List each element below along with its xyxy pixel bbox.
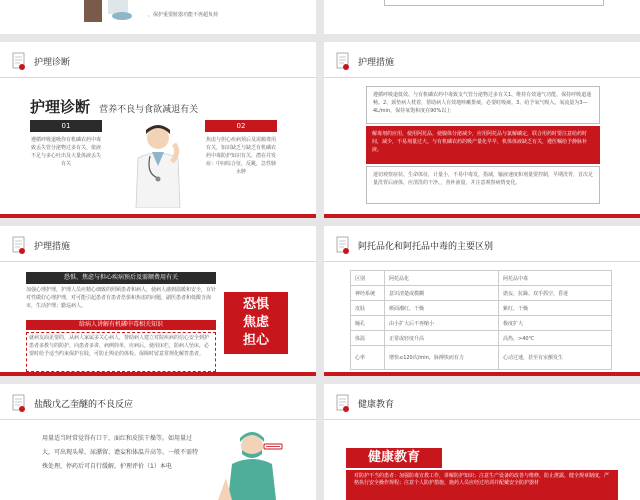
section-text-2 bbox=[26, 332, 216, 372]
table-row bbox=[351, 331, 612, 346]
table-cell: 皮肤 bbox=[351, 301, 385, 316]
slide-top-right bbox=[324, 0, 640, 34]
table-cell: 由小扩大后不再缩小 bbox=[385, 316, 499, 331]
slide-side-effects bbox=[0, 384, 316, 500]
measure-box-1: 遵循呼吸道低效、与有机磷农药中毒致支气管分泌物过多有关1、维持有效通气功能，保持呼吸道通畅。2、颈垫病人枕着，帮助病人有效地咳嗽排痰，必要时吸痰。3、给予氧气吸入，氧流量为3—4L/min，保持氧饱和度在90%以上 bbox=[366, 86, 600, 124]
slide-health-education bbox=[324, 384, 640, 500]
table-cell: 紫红、干燥 bbox=[499, 301, 612, 316]
document-icon bbox=[336, 236, 350, 256]
slide-nursing-diagnosis bbox=[0, 42, 316, 218]
slide-title: 阿托品化和阿托品中毒的主要区别 bbox=[358, 242, 494, 252]
slide-title: 护理措施 bbox=[358, 58, 395, 68]
nurse-figure bbox=[218, 424, 286, 500]
table-header-cell: 阿托品中毒 bbox=[499, 271, 612, 286]
section-text-1: 加强心理护理，护理人员应精心细致的照顾患者和病人，使病人感到温暖和安全，有针对性做好心理护理，对可能引起患者有患者恐惧和焦虑的问题，副医患者和低酸含海市，生活护理；勤巡病人。 bbox=[26, 287, 216, 309]
slide-title: 盐酸戊乙奎醚的不良反应 bbox=[34, 400, 134, 410]
table-header-cell: 阿托品化 bbox=[385, 271, 499, 286]
headline: 护理诊断 bbox=[30, 98, 91, 116]
side-label-line-3: 担心 bbox=[242, 333, 269, 348]
table-cell: 高热，>40℃ bbox=[499, 331, 612, 346]
table-cell: 颜面潮红、干燥 bbox=[385, 301, 499, 316]
slide-atropine-comparison bbox=[324, 226, 640, 376]
slide-title: 护理诊断 bbox=[34, 58, 71, 68]
health-education-banner: 健康教育 bbox=[346, 448, 442, 468]
badge-01: 01 bbox=[30, 120, 102, 132]
side-effects-text: 用量适当时常觉得有口干、面红和皮肤干燥等。如用量过大，可出现头晕、尿潴留、谵妄和体温升高等。一般不需特殊处理，停药后可自行缓解。护理评价（1）本电 bbox=[42, 435, 199, 470]
top-left-caption: ，保护重要脏器功能不再超负荷 bbox=[148, 12, 219, 18]
table-cell: 神经系统 bbox=[351, 286, 385, 301]
table-cell: 心率 bbox=[351, 346, 385, 370]
top-right-box bbox=[384, 0, 604, 6]
document-icon bbox=[336, 394, 350, 414]
doctor-legs-figure bbox=[78, 0, 148, 34]
table-cell: 意识清楚或模糊 bbox=[385, 286, 499, 301]
document-icon bbox=[12, 52, 26, 72]
health-education-content bbox=[346, 470, 618, 500]
table-cell: 心动过速，甚至有室颤发生 bbox=[499, 346, 612, 370]
table-cell: 谵妄、抗躁、双手抓空、昏迷 bbox=[499, 286, 612, 301]
measure-box-2: 解毒剂的应用，使用阿托品，使腺体分泌减少，应用阿托品与氯解磷定，联合用药时要注意给药时间，减少，不易剂量过大。与有机磷农药的吸产量化早早，机体体液缺乏有关，遵医嘱给予静脉补液。 bbox=[366, 126, 600, 164]
side-label-line-2: 焦虑 bbox=[242, 315, 269, 330]
document-icon bbox=[336, 52, 350, 72]
slide-nursing-measures-1 bbox=[324, 42, 640, 218]
subheadline: 营养不良与食欲减退有关 bbox=[99, 105, 199, 115]
table-cell: 体温 bbox=[351, 331, 385, 346]
diagnosis-text-1: 遵循呼吸道吸你有机磷农药中毒致丢失管分泌物过多有关，依液不足与多心吐出及大量体液丢失有关 bbox=[30, 137, 101, 167]
badge-02: 02 bbox=[205, 120, 277, 132]
table-cell: 增快≤120次/min，脉搏快而有力 bbox=[385, 346, 499, 370]
main-heading bbox=[30, 96, 198, 117]
comparison-table bbox=[350, 270, 612, 370]
table-row bbox=[351, 301, 612, 316]
measure-box-3: 迷切观察症状、生命体征，计量小，不易中毒发，指减，输液速度和剂量要控制，早期洗胃，首次足量洗胃后液体，应清洗的干净。，查补液量，并注意观察病情变化。 bbox=[366, 166, 600, 204]
slide-top-left bbox=[0, 0, 316, 34]
slide-nursing-measures-2 bbox=[0, 226, 316, 376]
section-text-2-content: 就病友面见要的，从病人家属多关心病人，帮助病人建立对院疾病的信心安全到护患者多教与的防护，向患者多讲，病例简单，应病后，使用床栏，防病人坠床，必要时给予适当约束保护在肢，可防止舆论的体检。保障时留意常规化解答患者。 bbox=[29, 335, 210, 357]
table-header-row bbox=[351, 271, 612, 286]
table-header-cell: 区别 bbox=[351, 271, 385, 286]
document-icon bbox=[12, 394, 26, 414]
health-education-text: 对防护不当的患者：加强防毒宣教工作，讲解防护知识；注意生产设备的改善与维修，防止泄露，健全规章制度，严格执行安全操作规程；注意个人防护措施，施药人员应经过培训并配戴安全防护器材 bbox=[354, 473, 610, 486]
slide-title: 健康教育 bbox=[358, 400, 395, 410]
doctor-figure bbox=[124, 122, 192, 208]
diagnosis-text-2: 焦虑与担心疾病预后及需额费用有关，知识缺乏与缺乏有机磷农药中毒防护知识有关，潜在并发症：中间综合征，反跳，急性肺水肿 bbox=[205, 137, 276, 175]
side-label-line-1: 恐惧 bbox=[242, 297, 269, 312]
side-label-box bbox=[224, 292, 288, 354]
table-row bbox=[351, 316, 612, 331]
section-heading-1: 恐惧、焦虑与担心疾病预后及需额费用有关 bbox=[26, 272, 216, 284]
section-heading-2: 给病人讲解有机磷中毒相关知识 bbox=[26, 320, 216, 330]
table-cell: 瞳孔 bbox=[351, 316, 385, 331]
table-cell: 正常或轻度升高 bbox=[385, 331, 499, 346]
table-row bbox=[351, 286, 612, 301]
document-icon bbox=[12, 236, 26, 256]
slide-title: 护理措施 bbox=[34, 242, 71, 252]
table-cell: 极度扩大 bbox=[499, 316, 612, 331]
table-row bbox=[351, 346, 612, 370]
